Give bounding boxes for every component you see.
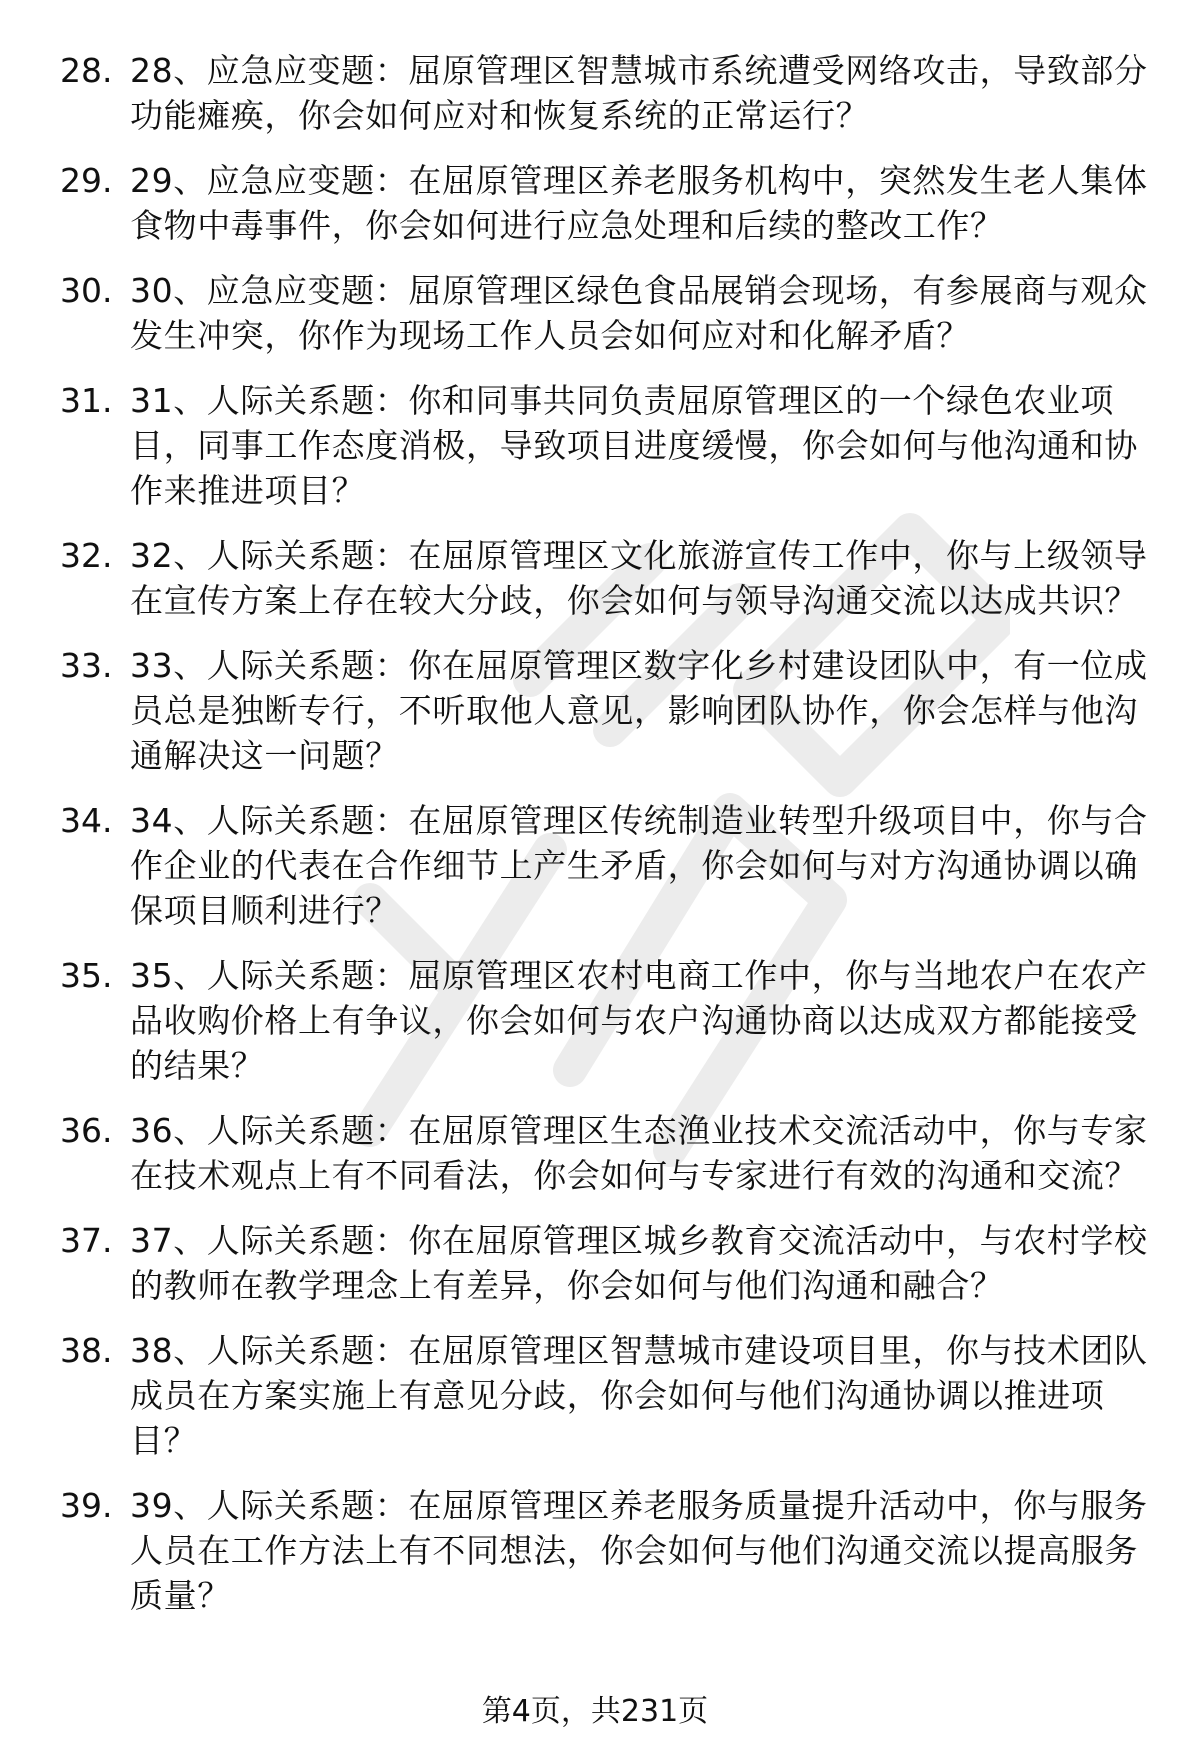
question-item [60, 1218, 1160, 1308]
question-number: 35. [60, 956, 113, 995]
question-item [60, 1108, 1160, 1198]
question-number: 30. [60, 271, 113, 310]
question-item [60, 158, 1160, 248]
question-number: 36. [60, 1111, 113, 1150]
question-list [60, 48, 1160, 1638]
question-number: 33. [60, 646, 113, 685]
question-text: 34、人际关系题：在屈原管理区传统制造业转型升级项目中，你与合作企业的代表在合作细节上产生矛盾，你会如何与对方沟通协调以确保项目顺利进行？ [130, 801, 1148, 930]
question-item [60, 1328, 1160, 1463]
question-text: 30、应急应变题：屈原管理区绿色食品展销会现场，有参展商与观众发生冲突，你作为现场工作人员会如何应对和化解矛盾？ [130, 271, 1148, 355]
question-item [60, 798, 1160, 933]
question-text: 36、人际关系题：在屈原管理区生态渔业技术交流活动中，你与专家在技术观点上有不同看法，你会如何与专家进行有效的沟通和交流？ [130, 1111, 1148, 1195]
question-number: 32. [60, 536, 113, 575]
question-number: 29. [60, 161, 113, 200]
question-item [60, 268, 1160, 358]
question-text: 35、人际关系题：屈原管理区农村电商工作中，你与当地农户在农产品收购价格上有争议，你会如何与农户沟通协商以达成双方都能接受的结果？ [130, 956, 1148, 1085]
question-number: 37. [60, 1221, 113, 1260]
question-text: 33、人际关系题：你在屈原管理区数字化乡村建设团队中，有一位成员总是独断专行，不听取他人意见，影响团队协作，你会怎样与他沟通解决这一问题？ [130, 646, 1148, 775]
question-item [60, 533, 1160, 623]
question-text: 39、人际关系题：在屈原管理区养老服务质量提升活动中，你与服务人员在工作方法上有不同想法，你会如何与他们沟通交流以提高服务质量？ [130, 1486, 1148, 1615]
question-text: 31、人际关系题：你和同事共同负责屈原管理区的一个绿色农业项目，同事工作态度消极，导致项目进度缓慢，你会如何与他沟通和协作来推进项目？ [130, 381, 1138, 510]
question-item [60, 1483, 1160, 1618]
question-item [60, 643, 1160, 778]
question-item [60, 953, 1160, 1088]
question-text: 32、人际关系题：在屈原管理区文化旅游宣传工作中，你与上级领导在宣传方案上存在较大分歧，你会如何与领导沟通交流以达成共识？ [130, 536, 1148, 620]
question-number: 28. [60, 51, 113, 90]
question-text: 29、应急应变题：在屈原管理区养老服务机构中，突然发生老人集体食物中毒事件，你会如何进行应急处理和后续的整改工作？ [130, 161, 1148, 245]
question-number: 31. [60, 381, 113, 420]
question-number: 38. [60, 1331, 113, 1370]
question-text: 28、应急应变题：屈原管理区智慧城市系统遭受网络攻击，导致部分功能瘫痪，你会如何应对和恢复系统的正常运行？ [130, 51, 1148, 135]
question-number: 39. [60, 1486, 113, 1525]
question-item [60, 48, 1160, 138]
question-text: 38、人际关系题：在屈原管理区智慧城市建设项目里，你与技术团队成员在方案实施上有意见分歧，你会如何与他们沟通协调以推进项目？ [130, 1331, 1148, 1460]
question-item [60, 378, 1160, 513]
question-number: 34. [60, 801, 113, 840]
question-text: 37、人际关系题：你在屈原管理区城乡教育交流活动中，与农村学校的教师在教学理念上有差异，你会如何与他们沟通和融合？ [130, 1221, 1148, 1305]
page-footer: 第4页，共231页 [481, 1694, 709, 1729]
